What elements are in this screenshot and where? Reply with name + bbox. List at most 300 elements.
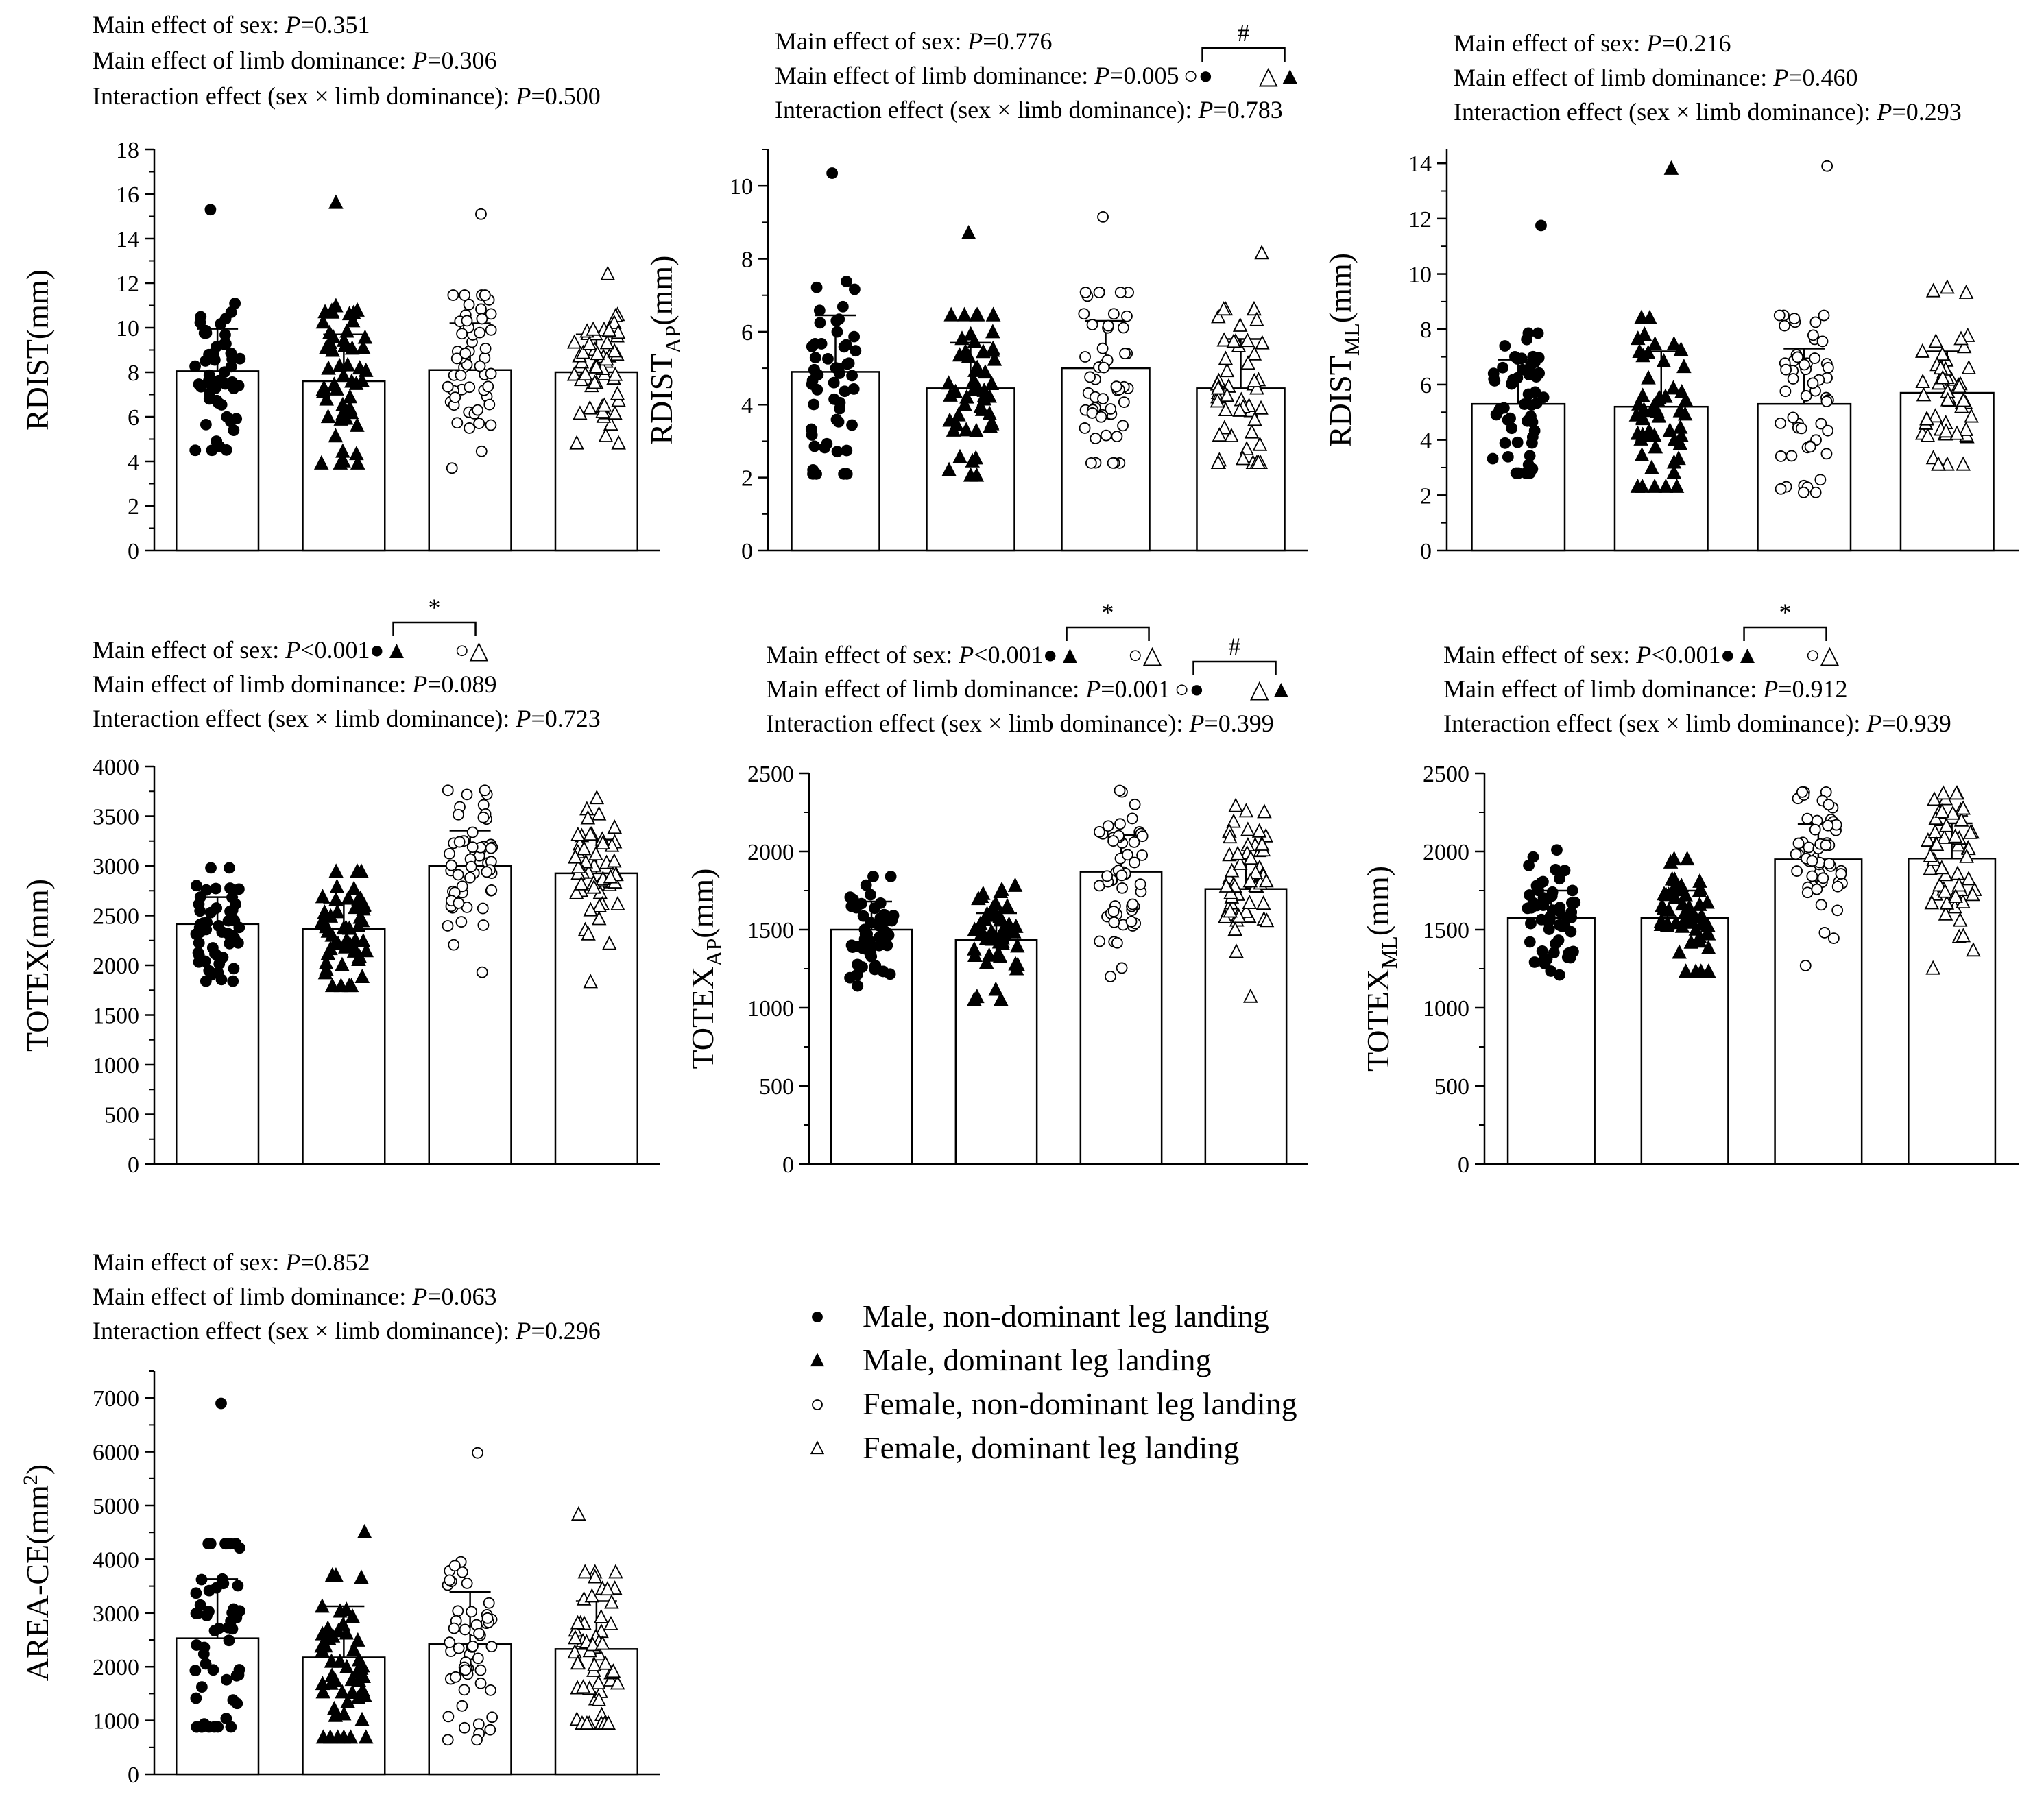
data-point-female-nd	[457, 328, 467, 339]
data-point-male-nd	[1527, 438, 1537, 448]
data-point-female-nd	[479, 800, 489, 810]
significance-label: #	[1237, 19, 1250, 47]
data-point-male-nd	[1498, 363, 1508, 373]
data-point-male-nd	[841, 446, 852, 456]
data-point-male-nd	[1513, 437, 1523, 448]
data-point-female-nd	[460, 1624, 470, 1634]
data-point-female-nd	[1810, 825, 1820, 835]
group-symbols-right: ○△	[1127, 641, 1162, 668]
stat-annotation: Main effect of limb dominance: P=0.460	[1454, 64, 1858, 91]
data-point-male-nd	[233, 1670, 243, 1680]
y-tick-label: 0	[128, 539, 139, 564]
data-point-female-nd	[443, 1711, 453, 1721]
y-tick-label: 4000	[93, 755, 139, 780]
data-point-female-nd	[481, 343, 491, 354]
data-point-female-nd	[1098, 394, 1108, 404]
data-point-male-nd	[215, 319, 226, 329]
data-point-female-nd	[464, 300, 474, 310]
data-point-male-nd	[195, 317, 206, 328]
data-point-male-nd	[865, 917, 876, 928]
data-point-male-nd	[808, 399, 819, 409]
data-point-male-nd	[1536, 878, 1546, 888]
data-point-male-nd	[1552, 845, 1562, 855]
data-point-female-nd	[457, 1567, 468, 1578]
data-point-male-nd	[827, 168, 837, 178]
group-symbols-left: ●▲	[1720, 641, 1760, 668]
bar-female-d	[555, 372, 638, 551]
group-symbols-left: ○●	[1174, 675, 1205, 703]
stat-annotation: Interaction effect (sex × limb dominance): P=0.939	[1443, 710, 1951, 737]
data-point-female-nd	[1109, 309, 1119, 319]
stat-annotation: Interaction effect (sex × limb dominance): P=0.783	[775, 96, 1283, 123]
significance-label: *	[428, 594, 441, 621]
data-point-male-nd	[201, 420, 211, 430]
data-point-female-nd	[466, 862, 477, 872]
data-point-male-nd	[1565, 927, 1576, 937]
data-point-male-nd	[1522, 335, 1532, 345]
y-tick-label: 2	[741, 466, 753, 492]
data-point-female-nd	[1117, 963, 1127, 973]
y-tick-label: 6000	[93, 1440, 139, 1466]
data-point-female-nd	[453, 1606, 463, 1616]
y-tick-label: 14	[116, 227, 139, 252]
data-point-female-nd	[1792, 866, 1802, 876]
group-symbols-left: ○●	[1183, 62, 1214, 89]
y-tick-label: 0	[741, 539, 753, 564]
data-point-female-nd	[465, 873, 475, 883]
data-point-male-nd	[197, 1682, 207, 1692]
data-point-female-nd	[1098, 212, 1108, 222]
data-point-female-nd	[1823, 426, 1833, 436]
data-point-female-nd	[472, 405, 483, 415]
y-tick-label: 2500	[1423, 762, 1469, 787]
data-point-female-nd	[1820, 840, 1831, 850]
data-point-female-nd	[1103, 321, 1114, 331]
data-point-male-nd	[234, 884, 244, 894]
stat-annotation: Main effect of limb dominance: P=0.005	[775, 62, 1179, 89]
data-point-female-nd	[1832, 905, 1842, 915]
data-point-female-nd	[1098, 343, 1108, 354]
data-point-male-nd	[196, 1575, 206, 1585]
data-point-male-nd	[832, 327, 842, 337]
data-point-male-nd	[201, 1658, 211, 1669]
y-tick-label: 6	[741, 319, 753, 346]
y-tick-label: 8	[128, 361, 139, 386]
data-point-female-nd	[475, 1665, 485, 1676]
data-point-female-nd	[1086, 458, 1096, 468]
data-point-male-nd	[886, 871, 896, 882]
data-point-female-nd	[1805, 442, 1816, 452]
data-point-female-nd	[1818, 336, 1828, 346]
y-tick-label: 1500	[747, 918, 794, 943]
y-tick-label: 0	[782, 1152, 794, 1178]
data-point-male-nd	[230, 1538, 241, 1549]
y-tick-label: 6	[1420, 372, 1432, 398]
data-point-male-nd	[865, 948, 876, 958]
data-point-female-nd	[1080, 352, 1090, 362]
data-point-male-nd	[228, 425, 239, 435]
data-point-female-nd	[1822, 161, 1832, 171]
group-symbols-right: ○△	[454, 636, 489, 664]
data-point-male-nd	[224, 862, 235, 873]
bar-female-d	[1901, 393, 1994, 551]
data-point-male-nd	[226, 1616, 236, 1626]
stat-annotation: Main effect of limb dominance: P=0.063	[93, 1283, 497, 1310]
data-point-male-nd	[191, 1693, 201, 1704]
y-tick-label: 4	[1420, 428, 1432, 454]
data-point-female-nd	[485, 420, 496, 431]
data-point-female-nd	[466, 1606, 477, 1617]
data-point-female-nd	[1823, 363, 1833, 373]
data-point-male-nd	[1566, 907, 1576, 917]
data-point-female-nd	[484, 400, 494, 410]
data-point-male-nd	[1570, 897, 1580, 908]
data-point-male-nd	[1554, 970, 1565, 980]
y-tick-label: 12	[1408, 206, 1432, 232]
data-point-male-nd	[847, 420, 857, 431]
data-point-female-nd	[460, 348, 470, 359]
y-tick-label: 3500	[93, 804, 139, 830]
data-point-male-nd	[876, 898, 886, 908]
data-point-male-nd	[1526, 411, 1536, 422]
y-tick-label: 8	[741, 247, 753, 273]
data-point-female-nd	[443, 382, 453, 392]
data-point-male-nd	[1488, 454, 1498, 464]
bar-female-d	[1908, 858, 1995, 1164]
data-point-female-nd	[1080, 423, 1090, 433]
data-point-female-nd	[1105, 971, 1116, 982]
y-tick-label: 4	[741, 393, 753, 419]
data-point-female-nd	[1129, 858, 1140, 868]
y-tick-label: 6	[128, 405, 139, 431]
data-point-female-nd	[457, 1701, 467, 1711]
data-point-female-nd	[483, 1613, 493, 1623]
data-point-female-nd	[1119, 397, 1129, 407]
y-axis-label: TOTEX(mm)	[20, 878, 55, 1052]
bar-male-d	[1642, 918, 1729, 1164]
data-point-female-nd	[1114, 786, 1125, 796]
data-point-female-nd	[448, 940, 459, 950]
y-tick-label: 2000	[1423, 840, 1469, 865]
data-point-female-nd	[474, 418, 484, 428]
y-tick-label: 3000	[93, 854, 139, 880]
data-point-female-nd	[1108, 836, 1118, 846]
data-point-female-nd	[1118, 420, 1128, 431]
data-point-female-nd	[1138, 831, 1148, 841]
data-point-male-nd	[231, 413, 241, 424]
data-point-female-nd	[1090, 433, 1101, 444]
data-point-female-nd	[1819, 928, 1829, 938]
data-point-female-nd	[444, 849, 455, 859]
data-point-female-nd	[1775, 418, 1786, 428]
group-symbols-left: ●▲	[369, 636, 409, 664]
data-point-female-nd	[485, 1725, 495, 1735]
data-point-male-nd	[862, 929, 872, 939]
data-point-female-nd	[472, 1734, 482, 1745]
group-symbols-right: △▲	[1249, 675, 1294, 703]
data-point-female-nd	[1815, 474, 1825, 485]
data-point-female-nd	[1094, 287, 1105, 298]
legend-label-female-nd: Female, non-dominant leg landing	[863, 1386, 1297, 1421]
y-tick-label: 1000	[747, 996, 794, 1022]
data-point-female-nd	[1788, 412, 1798, 422]
y-tick-label: 10	[116, 316, 139, 341]
data-point-female-nd	[486, 885, 496, 895]
data-point-male-nd	[221, 445, 232, 455]
group-symbols-left: ●▲	[1042, 641, 1083, 668]
data-point-male-nd	[216, 974, 226, 984]
data-point-female-nd	[1786, 450, 1796, 461]
y-tick-label: 1500	[1423, 918, 1469, 943]
y-tick-label: 3000	[93, 1601, 139, 1627]
data-point-female-nd	[1807, 856, 1817, 866]
y-tick-label: 2500	[747, 762, 794, 787]
data-point-female-nd	[1803, 843, 1814, 853]
y-axis-label: AREA-$CE(mm^2)$	[19, 1464, 55, 1682]
data-point-female-nd	[468, 842, 478, 852]
data-point-male-nd	[226, 348, 236, 359]
data-point-female-nd	[453, 898, 464, 908]
data-point-male-nd	[852, 969, 863, 980]
data-point-female-nd	[1127, 899, 1138, 909]
y-axis-label: RDIST(mm)	[20, 269, 55, 431]
y-tick-label: 0	[1420, 539, 1432, 564]
data-point-female-nd	[460, 1665, 470, 1675]
data-point-female-nd	[478, 920, 488, 930]
data-point-male-nd	[861, 880, 871, 891]
data-point-female-nd	[1116, 870, 1127, 880]
data-point-female-nd	[1098, 363, 1109, 373]
data-point-male-nd	[191, 929, 201, 939]
data-point-female-nd	[450, 392, 460, 402]
y-tick-label: 14	[1408, 152, 1432, 178]
data-point-female-nd	[1111, 381, 1122, 391]
y-tick-label: 4	[128, 450, 139, 475]
group-symbols-right: ○△	[1805, 641, 1840, 668]
data-point-male-nd	[211, 436, 221, 446]
data-point-male-nd	[211, 884, 221, 894]
data-point-male-nd	[815, 305, 825, 315]
data-point-male-nd	[1530, 426, 1540, 436]
data-point-female-nd	[1821, 448, 1831, 459]
y-tick-label: 2	[1420, 483, 1432, 509]
data-point-female-nd	[1792, 352, 1803, 362]
data-point-female-nd	[446, 860, 457, 871]
data-point-female-nd	[477, 446, 487, 457]
y-tick-label: 0	[1458, 1152, 1469, 1178]
data-point-female-nd	[1821, 396, 1831, 407]
data-point-female-nd	[1101, 431, 1111, 441]
data-point-female-nd	[453, 869, 464, 880]
data-point-male-nd	[1548, 887, 1558, 897]
data-point-male-nd	[1519, 399, 1530, 409]
data-point-female-nd	[481, 867, 492, 877]
data-point-male-nd	[1524, 389, 1534, 400]
data-point-female-nd	[477, 967, 488, 978]
data-point-male-nd	[834, 404, 845, 414]
data-point-female-nd	[468, 827, 478, 837]
significance-label: *	[1101, 599, 1114, 626]
y-tick-label: 2	[128, 494, 139, 520]
data-point-male-nd	[213, 398, 224, 408]
y-tick-label: 8	[1420, 317, 1432, 343]
data-point-male-nd	[856, 941, 867, 951]
data-point-female-nd	[472, 1448, 483, 1458]
significance-label: #	[1228, 633, 1241, 660]
data-point-male-nd	[196, 382, 206, 392]
data-point-female-nd	[1816, 899, 1827, 910]
data-point-male-nd	[1525, 468, 1535, 479]
group-symbols-right: △▲	[1258, 62, 1303, 89]
data-point-male-nd	[224, 1635, 235, 1645]
stat-annotation: Main effect of sex: P=0.216	[1454, 29, 1731, 57]
bar-male-d	[956, 940, 1037, 1164]
y-tick-label: 1000	[93, 1053, 139, 1078]
legend-marker-female-nd	[813, 1400, 822, 1410]
y-axis-label: $TOTEX_{AP}(mm)$	[685, 868, 726, 1069]
y-tick-label: 1000	[1423, 996, 1469, 1022]
data-point-male-nd	[210, 355, 220, 365]
stat-annotation: Main effect of limb dominance: P=0.001	[766, 675, 1170, 703]
data-point-female-nd	[1797, 787, 1807, 797]
data-point-female-nd	[474, 1719, 484, 1729]
data-point-male-nd	[193, 899, 204, 909]
y-tick-label: 1500	[93, 1003, 139, 1029]
data-point-female-nd	[1120, 348, 1130, 359]
data-point-female-nd	[444, 1575, 455, 1585]
data-point-female-nd	[1135, 879, 1146, 889]
data-point-female-nd	[474, 328, 485, 338]
data-point-female-nd	[443, 1734, 453, 1745]
y-tick-label: 0	[128, 1763, 139, 1788]
data-point-female-nd	[444, 1637, 455, 1647]
y-tick-label: 500	[1434, 1074, 1469, 1100]
data-point-female-nd	[1791, 849, 1801, 859]
data-point-male-nd	[809, 441, 819, 451]
data-point-male-nd	[1550, 939, 1561, 949]
data-point-female-nd	[449, 1623, 459, 1634]
data-point-male-nd	[815, 317, 825, 328]
data-point-male-nd	[226, 935, 236, 945]
legend-label-female-d: Female, dominant leg landing	[863, 1430, 1240, 1465]
data-point-male-nd	[1526, 366, 1536, 376]
data-point-male-nd	[210, 949, 220, 959]
stat-annotation: Interaction effect (sex × limb dominance): P=0.723	[93, 705, 601, 732]
data-point-female-nd	[462, 1578, 472, 1588]
data-point-female-nd	[456, 917, 466, 927]
data-point-male-nd	[195, 1600, 206, 1610]
bar-male-nd	[176, 1639, 258, 1774]
data-point-male-nd	[832, 446, 843, 457]
data-point-male-nd	[227, 377, 237, 387]
y-tick-label: 500	[759, 1074, 794, 1100]
data-point-female-nd	[480, 785, 490, 795]
stat-annotation: Main effect of limb dominance: P=0.912	[1443, 675, 1848, 703]
y-axis-label: $RDIST_{ML}(mm)$	[1323, 252, 1364, 448]
data-point-male-nd	[1530, 957, 1540, 967]
data-point-female-nd	[1105, 404, 1116, 414]
data-point-male-nd	[1545, 912, 1555, 922]
data-point-female-nd	[442, 921, 453, 931]
legend-marker-male-nd	[813, 1312, 822, 1322]
data-point-female-nd	[1801, 391, 1812, 401]
data-point-female-nd	[1781, 365, 1791, 375]
data-point-female-nd	[1094, 936, 1105, 947]
y-tick-label: 4000	[93, 1547, 139, 1573]
data-point-male-nd	[1491, 409, 1502, 420]
y-tick-label: 1000	[93, 1708, 139, 1734]
data-point-male-nd	[847, 370, 857, 380]
data-point-male-nd	[190, 445, 200, 455]
data-point-female-nd	[1096, 412, 1106, 422]
data-point-female-nd	[1081, 287, 1091, 298]
y-axis-label: $TOTEX_{ML}(mm)$	[1360, 865, 1402, 1072]
data-point-male-nd	[878, 917, 888, 928]
data-point-female-nd	[1775, 311, 1785, 321]
data-point-male-nd	[829, 394, 839, 404]
y-tick-label: 2000	[747, 840, 794, 865]
data-point-male-nd	[1500, 438, 1511, 448]
data-point-male-nd	[228, 976, 238, 987]
data-point-male-nd	[221, 1675, 232, 1685]
data-point-female-nd	[447, 463, 457, 473]
data-point-male-nd	[211, 1583, 221, 1593]
data-point-female-nd	[476, 304, 486, 314]
data-point-female-nd	[1776, 451, 1786, 461]
data-point-male-nd	[204, 965, 214, 976]
data-point-female-nd	[1780, 386, 1790, 396]
data-point-male-nd	[1567, 885, 1578, 895]
data-point-male-nd	[191, 1588, 201, 1598]
data-point-female-nd	[1823, 799, 1833, 810]
data-point-male-nd	[1525, 936, 1535, 947]
data-point-male-nd	[1536, 220, 1546, 230]
data-point-male-nd	[849, 332, 859, 342]
data-point-male-nd	[884, 930, 894, 941]
data-point-female-nd	[1103, 821, 1114, 831]
data-point-male-nd	[807, 379, 817, 389]
data-point-female-nd	[1833, 882, 1843, 892]
data-point-male-nd	[1503, 415, 1513, 425]
data-point-male-nd	[1532, 398, 1542, 408]
legend-label-male-d: Male, dominant leg landing	[863, 1342, 1212, 1377]
data-point-female-nd	[1819, 311, 1829, 321]
data-point-female-nd	[1102, 871, 1112, 881]
data-point-male-nd	[206, 908, 216, 918]
data-point-male-nd	[210, 1625, 220, 1636]
data-point-male-nd	[206, 862, 216, 873]
data-point-male-nd	[821, 439, 832, 449]
data-point-female-nd	[1127, 917, 1137, 927]
data-point-female-nd	[1117, 883, 1127, 893]
data-point-male-nd	[852, 981, 863, 991]
data-point-male-nd	[232, 1581, 243, 1591]
y-tick-label: 2000	[93, 1655, 139, 1681]
y-tick-label: 10	[730, 174, 753, 200]
data-point-male-nd	[1563, 948, 1574, 958]
data-point-female-nd	[476, 1678, 486, 1689]
data-point-female-nd	[468, 1641, 478, 1652]
data-point-male-nd	[1503, 452, 1513, 462]
data-point-male-nd	[191, 880, 202, 891]
stat-annotation: Main effect of sex: P=0.351	[93, 11, 370, 38]
data-point-male-nd	[204, 370, 215, 380]
data-point-female-nd	[1779, 321, 1790, 331]
data-point-female-nd	[464, 423, 474, 433]
data-point-male-nd	[1533, 328, 1543, 338]
data-point-female-nd	[1116, 287, 1126, 298]
data-point-male-nd	[1526, 919, 1536, 929]
